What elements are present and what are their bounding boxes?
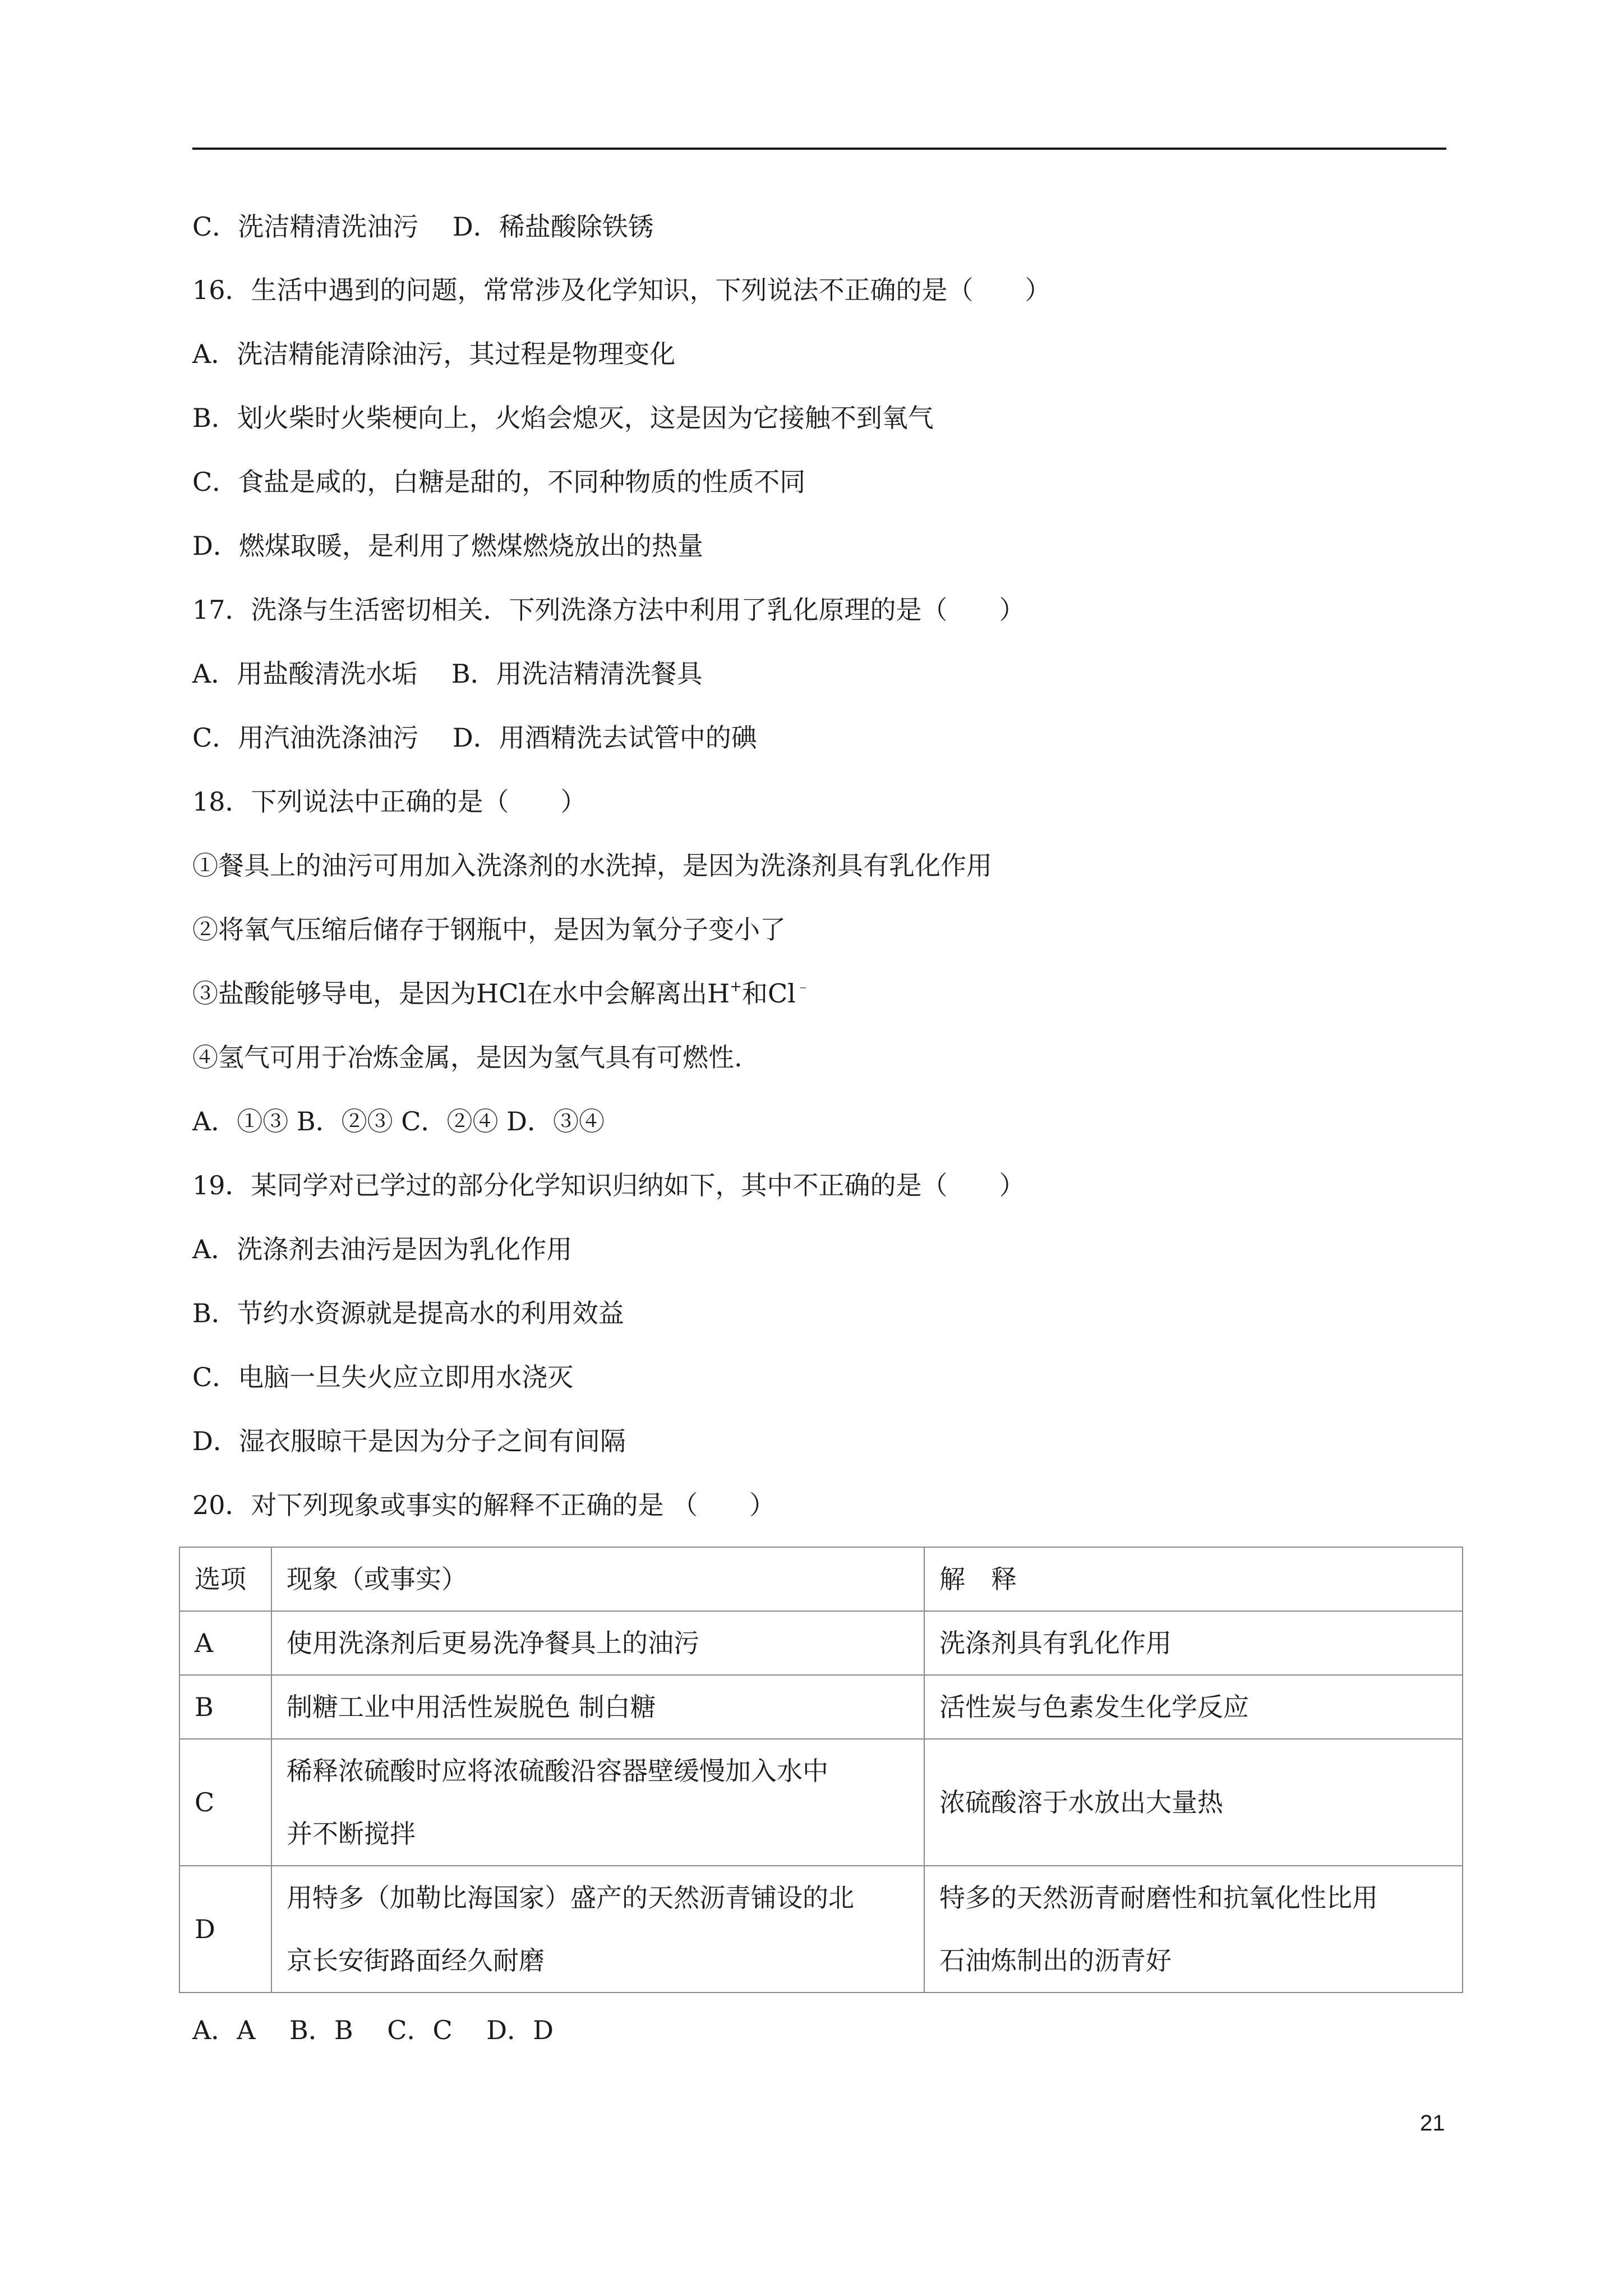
phenomenon-cell: 用特多（加勒比海国家）盛产的天然沥青铺设的北 京长安街路面经久耐磨	[271, 1866, 924, 1993]
explanation-cell: 洗涤剂具有乳化作用	[924, 1611, 1463, 1675]
q18-statement-4: ④氢气可用于冶炼金属，是因为氢气具有可燃性.	[192, 1042, 743, 1073]
q18-statement-2: ②将氧气压缩后储存于钢瓶中，是因为氧分子变小了	[192, 914, 786, 945]
q19-option-b: B．节约水资源就是提高水的利用效益	[192, 1298, 624, 1328]
header-rule	[192, 148, 1446, 150]
q16-option-d: D．燃煤取暖，是利用了燃煤燃烧放出的热量	[192, 531, 703, 561]
phenomenon-cell: 制糖工业中用活性炭脱色 制白糖	[271, 1675, 924, 1739]
table-row	[179, 1611, 1463, 1675]
table-row	[179, 1675, 1463, 1739]
q15-options-cd: C．洗洁精清洗油污 D．稀盐酸除铁锈	[192, 211, 654, 242]
q18-stem: 18．下列说法中正确的是（ ）	[192, 786, 587, 817]
table-header-row	[179, 1547, 1463, 1611]
option-cell: A	[179, 1611, 271, 1675]
q17-options-ab: A．用盐酸清洗水垢 B．用洗洁精清洗餐具	[192, 659, 703, 689]
option-cell: B	[179, 1675, 271, 1739]
option-cell: C	[179, 1739, 271, 1866]
q18-statement-3: ③盐酸能够导电，是因为HCl在水中会解离出H+和Cl﹣	[192, 978, 810, 1009]
table-row	[179, 1739, 1463, 1866]
explanation-cell: 活性炭与色素发生化学反应	[924, 1675, 1463, 1739]
q17-options-cd: C．用汽油洗涤油污 D．用酒精洗去试管中的碘	[192, 723, 757, 753]
q20-options: A．A B．B C．C D．D	[192, 2015, 554, 2045]
option-cell: D	[179, 1866, 271, 1993]
q16-stem: 16．生活中遇到的问题，常常涉及化学知识，下列说法不正确的是（ ）	[192, 275, 1051, 305]
table-header-cell: 现象（或事实）	[271, 1547, 924, 1611]
q19-stem: 19．某同学对已学过的部分化学知识归纳如下，其中不正确的是（ ）	[192, 1170, 1025, 1200]
explanation-cell: 浓硫酸溶于水放出大量热	[924, 1739, 1463, 1866]
q16-option-b: B．划火柴时火柴梗向上，火焰会熄灭，这是因为它接触不到氧气	[192, 403, 934, 433]
q16-option-c: C．食盐是咸的，白糖是甜的，不同种物质的性质不同	[192, 467, 806, 497]
q19-option-d: D．湿衣服晾干是因为分子之间有间隔	[192, 1426, 626, 1456]
q20-table	[179, 1547, 1463, 1993]
table-header-cell: 解 释	[924, 1547, 1463, 1611]
q16-option-a: A．洗洁精能清除油污，其过程是物理变化	[192, 339, 676, 369]
phenomenon-cell: 使用洗涤剂后更易洗净餐具上的油污	[271, 1611, 924, 1675]
superscript-minus: ﹣	[795, 978, 810, 995]
q18-options: A．①③ B．②③ C．②④ D．③④	[192, 1106, 605, 1137]
q19-option-a: A．洗涤剂去油污是因为乳化作用	[192, 1234, 573, 1264]
phenomenon-cell: 稀释浓硫酸时应将浓硫酸沿容器壁缓慢加入水中 并不断搅拌	[271, 1739, 924, 1866]
superscript-plus: +	[730, 978, 742, 995]
explanation-cell: 特多的天然沥青耐磨性和抗氧化性比用 石油炼制出的沥青好	[924, 1866, 1463, 1993]
table-header-cell: 选项	[179, 1547, 271, 1611]
q17-stem: 17．洗涤与生活密切相关．下列洗涤方法中利用了乳化原理的是（ ）	[192, 595, 1025, 625]
q20-stem: 20．对下列现象或事实的解释不正确的是 （ ）	[192, 1490, 776, 1520]
q18-statement-1: ①餐具上的油污可用加入洗涤剂的水洗掉，是因为洗涤剂具有乳化作用	[192, 850, 992, 881]
q19-option-c: C．电脑一旦失火应立即用水浇灭	[192, 1362, 574, 1392]
table-row	[179, 1866, 1463, 1993]
page-number: 21	[1420, 2111, 1445, 2136]
